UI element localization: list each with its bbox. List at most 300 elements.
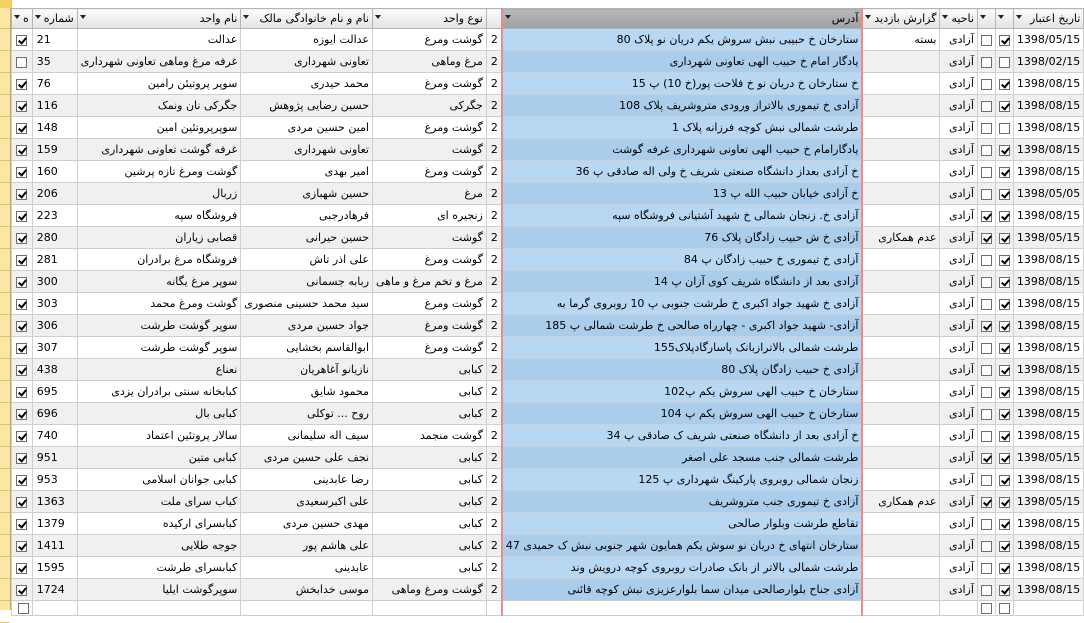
chk-b-cell[interactable]	[995, 73, 1013, 95]
chk-b-checkbox[interactable]	[999, 35, 1010, 46]
chk-b-cell[interactable]	[995, 183, 1013, 205]
cell-nahie[interactable]: آزادی	[940, 403, 977, 425]
cell-malek[interactable]: محمد حیدری	[241, 73, 373, 95]
flag-cell[interactable]	[12, 271, 33, 293]
chk-a-checkbox[interactable]	[981, 101, 992, 112]
cell-nam-vahed[interactable]: سوپر مرغ یگانه	[77, 271, 241, 293]
cell-adres[interactable]: طرشت شمالی بالاتر از بانک صادرات روبروی کوچه درویش وند	[502, 557, 863, 579]
flag-checkbox[interactable]	[16, 277, 27, 288]
chk-b-cell[interactable]	[995, 381, 1013, 403]
cell-malek[interactable]: روح ... توکلی	[241, 403, 373, 425]
cell-nahie[interactable]: آزادی	[940, 579, 977, 601]
flag-checkbox[interactable]	[16, 585, 27, 596]
cell-gozaresh[interactable]	[862, 117, 940, 139]
chk-b-cell[interactable]	[995, 271, 1013, 293]
chk-b-checkbox[interactable]	[999, 519, 1010, 530]
cell-adres[interactable]: زنجان شمالی روبروی پارکینگ شهرداری پ 125	[502, 469, 863, 491]
cell-nam-vahed[interactable]: کبابی متین	[77, 447, 241, 469]
chk-a-cell[interactable]	[977, 579, 995, 601]
new-record-cell[interactable]	[373, 601, 487, 616]
chk-a-cell[interactable]	[977, 337, 995, 359]
chk-b-cell[interactable]	[995, 491, 1013, 513]
cell-noe-num[interactable]: 2	[486, 161, 502, 183]
cell-nahie[interactable]: آزادی	[940, 139, 977, 161]
chk-b-checkbox[interactable]	[999, 409, 1010, 420]
cell-tarikh[interactable]: 1398/05/15	[1013, 29, 1083, 51]
cell-nam-vahed[interactable]: کبابسرای ارکیده	[77, 513, 241, 535]
chk-a-cell[interactable]	[977, 293, 995, 315]
column-header-nam-vahed[interactable]: نام واحد	[77, 9, 241, 29]
cell-nahie[interactable]: آزادی	[940, 447, 977, 469]
flag-checkbox[interactable]	[16, 541, 27, 552]
cell-nahie[interactable]: آزادی	[940, 557, 977, 579]
chk-b-checkbox[interactable]	[999, 211, 1010, 222]
cell-noe-vahed[interactable]: گوشت ومرغ	[373, 161, 487, 183]
table-row[interactable]	[12, 491, 1084, 513]
cell-adres[interactable]: آزادی- شهید جواد اکبری - چهارراه صالحی خ طرشت شمالی پ 185	[502, 315, 863, 337]
flag-cell[interactable]	[12, 183, 33, 205]
cell-shomare[interactable]: 116	[32, 95, 77, 117]
chk-a-cell[interactable]	[977, 227, 995, 249]
chk-b-cell[interactable]	[995, 227, 1013, 249]
cell-noe-num[interactable]: 2	[486, 403, 502, 425]
cell-noe-num[interactable]: 2	[486, 579, 502, 601]
cell-gozaresh[interactable]	[862, 579, 940, 601]
cell-noe-vahed[interactable]: کبابی	[373, 403, 487, 425]
cell-tarikh[interactable]: 1398/02/15	[1013, 51, 1083, 73]
cell-gozaresh[interactable]	[862, 139, 940, 161]
cell-gozaresh[interactable]	[862, 381, 940, 403]
chk-b-checkbox[interactable]	[999, 475, 1010, 486]
cell-nahie[interactable]: آزادی	[940, 381, 977, 403]
flag-checkbox[interactable]	[16, 299, 27, 310]
chk-b-cell[interactable]	[995, 139, 1013, 161]
cell-gozaresh[interactable]	[862, 51, 940, 73]
flag-checkbox[interactable]	[18, 603, 29, 614]
cell-shomare[interactable]: 280	[32, 227, 77, 249]
table-row[interactable]	[12, 29, 1084, 51]
flag-checkbox[interactable]	[16, 431, 27, 442]
cell-malek[interactable]: علی هاشم پور	[241, 535, 373, 557]
cell-shomare[interactable]: 1363	[32, 491, 77, 513]
flag-cell[interactable]	[12, 227, 33, 249]
cell-noe-vahed[interactable]: کبابی	[373, 381, 487, 403]
flag-cell[interactable]	[12, 95, 33, 117]
cell-noe-vahed[interactable]: مرغ و تخم مرغ و ماهی	[373, 271, 487, 293]
cell-nam-vahed[interactable]: عدالت	[77, 29, 241, 51]
chk-b-cell[interactable]	[995, 95, 1013, 117]
chk-a-cell[interactable]	[977, 29, 995, 51]
table-row[interactable]	[12, 359, 1084, 381]
column-header-nahie[interactable]: ناحیه	[940, 9, 977, 29]
cell-malek[interactable]: تعاونی شهرداری	[241, 139, 373, 161]
table-row[interactable]	[12, 513, 1084, 535]
table-row[interactable]	[12, 293, 1084, 315]
cell-shomare[interactable]: 1379	[32, 513, 77, 535]
cell-noe-vahed[interactable]: گوشت منجمد	[373, 425, 487, 447]
cell-nahie[interactable]: آزادی	[940, 249, 977, 271]
cell-gozaresh[interactable]	[862, 95, 940, 117]
table-row[interactable]	[12, 403, 1084, 425]
cell-noe-num[interactable]: 2	[486, 469, 502, 491]
cell-shomare[interactable]: 306	[32, 315, 77, 337]
flag-checkbox[interactable]	[16, 453, 27, 464]
cell-nahie[interactable]: آزادی	[940, 491, 977, 513]
cell-malek[interactable]: علی اذر تاش	[241, 249, 373, 271]
cell-tarikh[interactable]: 1398/05/15	[1013, 227, 1083, 249]
chk-a-checkbox[interactable]	[981, 603, 992, 614]
flag-cell[interactable]	[12, 51, 33, 73]
chk-a-checkbox[interactable]	[981, 57, 992, 68]
table-row[interactable]	[12, 579, 1084, 601]
cell-tarikh[interactable]: 1398/08/15	[1013, 381, 1083, 403]
cell-shomare[interactable]: 303	[32, 293, 77, 315]
cell-nam-vahed[interactable]: گوشت ومرغ تازه پرشین	[77, 161, 241, 183]
cell-nahie[interactable]: آزادی	[940, 425, 977, 447]
cell-adres[interactable]: آزادی خ تیموری خ حبیب زادگان پ 84	[502, 249, 863, 271]
cell-noe-num[interactable]: 2	[486, 337, 502, 359]
chk-b-checkbox[interactable]	[999, 189, 1010, 200]
cell-tarikh[interactable]: 1398/05/05	[1013, 183, 1083, 205]
flag-cell[interactable]	[12, 29, 33, 51]
chk-a-checkbox[interactable]	[981, 167, 992, 178]
cell-shomare[interactable]: 307	[32, 337, 77, 359]
cell-noe-num[interactable]: 2	[486, 491, 502, 513]
cell-adres[interactable]: آزادی خ حبیب زادگان پلاک 80	[502, 359, 863, 381]
cell-malek[interactable]: علی اکبرسعیدی	[241, 491, 373, 513]
cell-noe-num[interactable]: 2	[486, 51, 502, 73]
cell-gozaresh[interactable]	[862, 513, 940, 535]
cell-malek[interactable]: نجف علی حسین مردی	[241, 447, 373, 469]
flag-checkbox[interactable]	[16, 321, 27, 332]
chk-b-checkbox[interactable]	[999, 365, 1010, 376]
chk-a-checkbox[interactable]	[981, 123, 992, 134]
chk-a-checkbox[interactable]	[981, 519, 992, 530]
new-record-cell[interactable]	[241, 601, 373, 616]
cell-malek[interactable]: سید محمد حسینی منصوری	[241, 293, 373, 315]
cell-tarikh[interactable]: 1398/05/15	[1013, 491, 1083, 513]
cell-adres[interactable]: آزادی خ تیموری جنب متروشریف	[502, 491, 863, 513]
cell-adres[interactable]: طرشت شمالی جنب مسجد علی اصغر	[502, 447, 863, 469]
chk-a-cell[interactable]	[977, 51, 995, 73]
chk-a-checkbox[interactable]	[981, 475, 992, 486]
flag-cell[interactable]	[12, 337, 33, 359]
chk-b-cell[interactable]	[995, 29, 1013, 51]
flag-checkbox[interactable]	[16, 365, 27, 376]
dropdown-arrow-icon[interactable]	[35, 15, 41, 19]
cell-noe-num[interactable]: 2	[486, 29, 502, 51]
cell-malek[interactable]: حسین رضایی پژوهش	[241, 95, 373, 117]
chk-a-cell[interactable]	[977, 117, 995, 139]
cell-gozaresh[interactable]	[862, 183, 940, 205]
flag-cell[interactable]	[12, 117, 33, 139]
cell-adres[interactable]: ستارخان انتهای خ دریان نو سوش یکم همایون شهر جنوبی نبش ک حمیدی 47	[502, 535, 863, 557]
table-row[interactable]	[12, 447, 1084, 469]
chk-a-checkbox[interactable]	[981, 255, 992, 266]
cell-nam-vahed[interactable]: زربال	[77, 183, 241, 205]
chk-b-checkbox[interactable]	[999, 167, 1010, 178]
chk-b-checkbox[interactable]	[999, 541, 1010, 552]
dropdown-arrow-icon[interactable]	[980, 15, 986, 19]
cell-tarikh[interactable]: 1398/08/15	[1013, 161, 1083, 183]
cell-nahie[interactable]: آزادی	[940, 271, 977, 293]
cell-adres[interactable]: خ ستارخان خ دریان نو خ فلاحت پور(خ 10) پ 15	[502, 73, 863, 95]
table-row[interactable]	[12, 139, 1084, 161]
flag-checkbox[interactable]	[16, 57, 27, 68]
chk-a-cell[interactable]	[977, 491, 995, 513]
flag-checkbox[interactable]	[16, 343, 27, 354]
cell-shomare[interactable]: 206	[32, 183, 77, 205]
cell-adres[interactable]: آزادی خ شهید جواد اکبری خ طرشت جنوبی پ 10 روبروی گرما به	[502, 293, 863, 315]
cell-nahie[interactable]: آزادی	[940, 73, 977, 95]
cell-nam-vahed[interactable]: قصابی زیاران	[77, 227, 241, 249]
cell-nam-vahed[interactable]: غرفه گوشت تعاونی شهرداری	[77, 139, 241, 161]
cell-noe-vahed[interactable]: کبابی	[373, 557, 487, 579]
cell-nam-vahed[interactable]: سوپر گوشت طرشت	[77, 315, 241, 337]
chk-b-cell[interactable]	[995, 315, 1013, 337]
cell-nam-vahed[interactable]: سوپرپروتئین امین	[77, 117, 241, 139]
cell-adres[interactable]: طرشت شمالی بالاترازبانک پاسارگادپلاک155	[502, 337, 863, 359]
cell-nam-vahed[interactable]: سوپر گوشت طرشت	[77, 337, 241, 359]
column-header-noe-num[interactable]	[486, 9, 502, 29]
chk-a-cell[interactable]	[977, 513, 995, 535]
cell-shomare[interactable]: 438	[32, 359, 77, 381]
cell-noe-num[interactable]: 2	[486, 381, 502, 403]
cell-nam-vahed[interactable]: فروشگاه مرغ برادران	[77, 249, 241, 271]
chk-a-checkbox[interactable]	[981, 189, 992, 200]
dropdown-arrow-icon[interactable]	[14, 15, 20, 19]
cell-noe-vahed[interactable]: گوشت ومرغ	[373, 29, 487, 51]
cell-gozaresh[interactable]: عدم همکاری	[862, 491, 940, 513]
cell-nahie[interactable]: آزادی	[940, 161, 977, 183]
cell-nam-vahed[interactable]: سالار پروتئین اعتماد	[77, 425, 241, 447]
cell-malek[interactable]: امین حسین مردی	[241, 117, 373, 139]
chk-b-cell[interactable]	[995, 161, 1013, 183]
cell-noe-num[interactable]: 2	[486, 249, 502, 271]
cell-tarikh[interactable]: 1398/08/15	[1013, 73, 1083, 95]
flag-checkbox[interactable]	[16, 189, 27, 200]
dropdown-arrow-icon[interactable]	[505, 15, 511, 19]
cell-shomare[interactable]: 951	[32, 447, 77, 469]
cell-nam-vahed[interactable]: کبابخانه سنتی برادران یزدی	[77, 381, 241, 403]
new-record-cell[interactable]	[32, 601, 77, 616]
chk-a-cell[interactable]	[977, 359, 995, 381]
cell-shomare[interactable]: 148	[32, 117, 77, 139]
cell-malek[interactable]: سیف اله سلیمانی	[241, 425, 373, 447]
cell-noe-num[interactable]: 2	[486, 227, 502, 249]
cell-nam-vahed[interactable]: جوجه طلایی	[77, 535, 241, 557]
chk-a-checkbox[interactable]	[981, 497, 992, 508]
cell-shomare[interactable]: 35	[32, 51, 77, 73]
chk-b-checkbox[interactable]	[999, 57, 1010, 68]
flag-checkbox[interactable]	[16, 145, 27, 156]
table-row[interactable]	[12, 315, 1084, 337]
record-selector-column[interactable]	[0, 8, 11, 610]
cell-noe-num[interactable]: 2	[486, 293, 502, 315]
cell-shomare[interactable]: 740	[32, 425, 77, 447]
chk-a-cell[interactable]	[977, 315, 995, 337]
cell-tarikh[interactable]: 1398/08/15	[1013, 337, 1083, 359]
cell-tarikh[interactable]: 1398/08/15	[1013, 205, 1083, 227]
cell-tarikh[interactable]: 1398/08/15	[1013, 139, 1083, 161]
dropdown-arrow-icon[interactable]	[375, 15, 381, 19]
cell-noe-num[interactable]: 2	[486, 139, 502, 161]
cell-gozaresh[interactable]	[862, 249, 940, 271]
cell-shomare[interactable]: 953	[32, 469, 77, 491]
chk-b-cell[interactable]	[995, 51, 1013, 73]
flag-cell[interactable]	[12, 73, 33, 95]
cell-nahie[interactable]: آزادی	[940, 513, 977, 535]
cell-nam-vahed[interactable]: کبابسرای طرشت	[77, 557, 241, 579]
flag-cell[interactable]	[12, 491, 33, 513]
new-record-cell[interactable]	[995, 601, 1013, 616]
chk-a-cell[interactable]	[977, 425, 995, 447]
cell-adres[interactable]: یادگارامام خ حبیب الهی تعاونی شهرداری غرفه گوشت	[502, 139, 863, 161]
chk-a-cell[interactable]	[977, 95, 995, 117]
cell-nahie[interactable]: آزادی	[940, 205, 977, 227]
chk-a-checkbox[interactable]	[981, 431, 992, 442]
chk-a-cell[interactable]	[977, 557, 995, 579]
cell-nahie[interactable]: آزادی	[940, 337, 977, 359]
cell-shomare[interactable]: 76	[32, 73, 77, 95]
cell-gozaresh[interactable]	[862, 205, 940, 227]
chk-a-checkbox[interactable]	[981, 35, 992, 46]
cell-shomare[interactable]: 281	[32, 249, 77, 271]
flag-cell[interactable]	[12, 249, 33, 271]
cell-noe-num[interactable]: 2	[486, 315, 502, 337]
cell-shomare[interactable]: 1724	[32, 579, 77, 601]
cell-malek[interactable]: عابدینی	[241, 557, 373, 579]
chk-b-checkbox[interactable]	[999, 277, 1010, 288]
chk-b-checkbox[interactable]	[999, 79, 1010, 90]
chk-b-cell[interactable]	[995, 447, 1013, 469]
column-header-flag[interactable]: ه	[12, 9, 33, 29]
chk-a-cell[interactable]	[977, 183, 995, 205]
cell-gozaresh[interactable]	[862, 293, 940, 315]
cell-gozaresh[interactable]	[862, 535, 940, 557]
cell-noe-num[interactable]: 2	[486, 425, 502, 447]
flag-checkbox[interactable]	[16, 79, 27, 90]
cell-tarikh[interactable]: 1398/08/15	[1013, 535, 1083, 557]
cell-nam-vahed[interactable]: کباب سرای ملت	[77, 491, 241, 513]
chk-b-checkbox[interactable]	[999, 123, 1010, 134]
cell-noe-num[interactable]: 2	[486, 183, 502, 205]
cell-gozaresh[interactable]: بسته	[862, 29, 940, 51]
cell-nahie[interactable]: آزادی	[940, 51, 977, 73]
cell-noe-vahed[interactable]: مرغ	[373, 183, 487, 205]
cell-tarikh[interactable]: 1398/08/15	[1013, 513, 1083, 535]
cell-malek[interactable]: جواد حسین مردی	[241, 315, 373, 337]
dropdown-arrow-icon[interactable]	[80, 15, 86, 19]
cell-noe-vahed[interactable]: گوشت ومرغ	[373, 117, 487, 139]
table-row[interactable]	[12, 337, 1084, 359]
cell-tarikh[interactable]: 1398/08/15	[1013, 117, 1083, 139]
new-record-cell[interactable]	[486, 601, 502, 616]
cell-gozaresh[interactable]	[862, 425, 940, 447]
chk-a-checkbox[interactable]	[981, 585, 992, 596]
table-row[interactable]	[12, 161, 1084, 183]
flag-cell[interactable]	[12, 447, 33, 469]
chk-b-cell[interactable]	[995, 337, 1013, 359]
chk-b-checkbox[interactable]	[999, 299, 1010, 310]
cell-malek[interactable]: امیر بهدی	[241, 161, 373, 183]
flag-cell[interactable]	[12, 359, 33, 381]
chk-b-checkbox[interactable]	[999, 233, 1010, 244]
cell-gozaresh[interactable]	[862, 73, 940, 95]
cell-gozaresh[interactable]	[862, 161, 940, 183]
cell-adres[interactable]: آزادی خ. زنجان شمالی خ شهید آشتیانی فروشگاه سپه	[502, 205, 863, 227]
flag-cell[interactable]	[12, 513, 33, 535]
cell-gozaresh[interactable]	[862, 469, 940, 491]
cell-noe-num[interactable]: 2	[486, 359, 502, 381]
cell-noe-num[interactable]: 2	[486, 205, 502, 227]
dropdown-arrow-icon[interactable]	[1016, 15, 1022, 19]
cell-adres[interactable]: ستارخان خ حبیب الهی سروش یکم پ102	[502, 381, 863, 403]
cell-malek[interactable]: تعاونی شهرداری	[241, 51, 373, 73]
chk-b-checkbox[interactable]	[999, 321, 1010, 332]
chk-b-checkbox[interactable]	[999, 585, 1010, 596]
cell-shomare[interactable]: 159	[32, 139, 77, 161]
table-row[interactable]	[12, 469, 1084, 491]
flag-cell[interactable]	[12, 161, 33, 183]
new-record-cell[interactable]	[977, 601, 995, 616]
chk-b-cell[interactable]	[995, 469, 1013, 491]
cell-nam-vahed[interactable]: کبابی بال	[77, 403, 241, 425]
cell-nam-vahed[interactable]: جگرکی نان ونمک	[77, 95, 241, 117]
chk-a-checkbox[interactable]	[981, 211, 992, 222]
cell-tarikh[interactable]: 1398/08/15	[1013, 271, 1083, 293]
cell-noe-vahed[interactable]: مرغ وماهی	[373, 51, 487, 73]
cell-nahie[interactable]: آزادی	[940, 469, 977, 491]
cell-nahie[interactable]: آزادی	[940, 315, 977, 337]
cell-malek[interactable]: ربابه جسمانی	[241, 271, 373, 293]
cell-malek[interactable]: موسی خدابخش	[241, 579, 373, 601]
cell-nam-vahed[interactable]: سوپرگوشت ایلیا	[77, 579, 241, 601]
cell-adres[interactable]: آزادی خ تیموری بالاتراز ورودی متروشریف پلاک 108	[502, 95, 863, 117]
column-header-shomare[interactable]: شماره	[32, 9, 77, 29]
flag-cell[interactable]	[12, 315, 33, 337]
cell-noe-vahed[interactable]: گوشت	[373, 139, 487, 161]
cell-tarikh[interactable]: 1398/08/15	[1013, 579, 1083, 601]
cell-noe-vahed[interactable]: جگرکی	[373, 95, 487, 117]
new-record-cell[interactable]	[12, 601, 33, 616]
cell-noe-num[interactable]: 2	[486, 535, 502, 557]
cell-tarikh[interactable]: 1398/05/15	[1013, 447, 1083, 469]
cell-nahie[interactable]: آزادی	[940, 117, 977, 139]
select-all-corner[interactable]	[0, 0, 12, 8]
table-row[interactable]	[12, 271, 1084, 293]
cell-nam-vahed[interactable]: فروشگاه سپه	[77, 205, 241, 227]
cell-tarikh[interactable]: 1398/08/15	[1013, 95, 1083, 117]
cell-noe-vahed[interactable]: کبابی	[373, 447, 487, 469]
flag-checkbox[interactable]	[16, 101, 27, 112]
chk-b-cell[interactable]	[995, 557, 1013, 579]
cell-gozaresh[interactable]	[862, 315, 940, 337]
chk-a-checkbox[interactable]	[981, 233, 992, 244]
cell-tarikh[interactable]: 1398/08/15	[1013, 249, 1083, 271]
chk-a-checkbox[interactable]	[981, 453, 992, 464]
new-record-row[interactable]	[12, 601, 1084, 616]
chk-a-cell[interactable]	[977, 249, 995, 271]
chk-a-cell[interactable]	[977, 403, 995, 425]
chk-a-cell[interactable]	[977, 535, 995, 557]
cell-shomare[interactable]: 223	[32, 205, 77, 227]
flag-cell[interactable]	[12, 425, 33, 447]
chk-a-checkbox[interactable]	[981, 343, 992, 354]
flag-checkbox[interactable]	[16, 35, 27, 46]
table-row[interactable]	[12, 117, 1084, 139]
cell-gozaresh[interactable]	[862, 337, 940, 359]
